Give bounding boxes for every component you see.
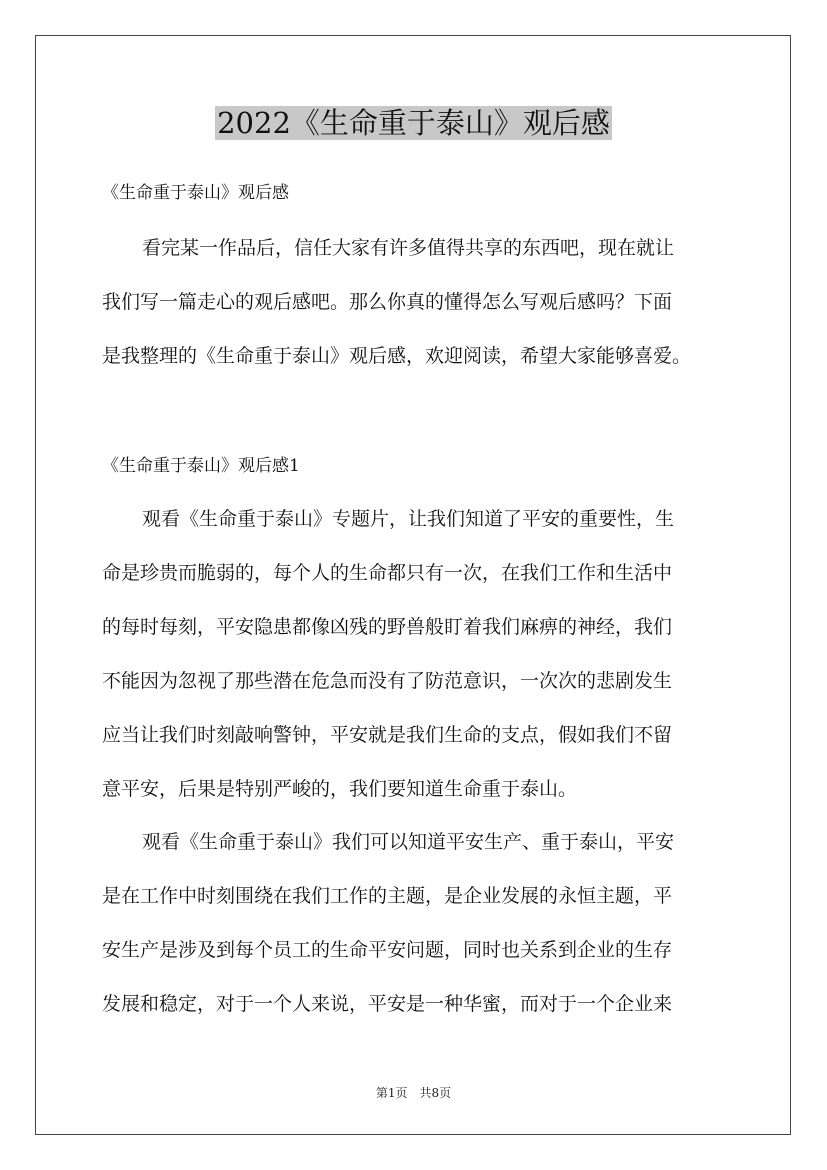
paragraph-line: 的每时每刻，平安隐患都像凶残的野兽般盯着我们麻痹的神经，我们 (102, 616, 673, 638)
paragraph-1 (102, 492, 742, 816)
page-footer: 第1页 共8页 (375, 1086, 452, 1100)
paragraph-line: 安生产是涉及到每个员工的生命平安问题，同时也关系到企业的生存 (102, 939, 673, 961)
paragraph-line: 意平安，后果是特别严峻的，我们要知道生命重于泰山。 (102, 778, 578, 800)
paragraph-line: 是在工作中时刻围绕在我们工作的主题，是企业发展的永恒主题，平 (102, 885, 673, 907)
intro-paragraph (102, 221, 742, 383)
paragraph-2 (102, 815, 742, 1031)
paragraph-line: 观看《生命重于泰山》我们可以知道平安生产、重于泰山，平安 (142, 831, 675, 853)
intro-heading: 《生命重于泰山》观后感 (102, 183, 289, 203)
paragraph-line: 命是珍贵而脆弱的，每个人的生命都只有一次，在我们工作和生活中 (102, 562, 673, 584)
paragraph-line: 是我整理的《生命重于泰山》观后感，欢迎阅读，希望大家能够喜爱。 (102, 345, 692, 367)
paragraph-line: 看完某一作品后，信任大家有许多值得共享的东西吧，现在就让 (142, 237, 675, 259)
paragraph-line: 应当让我们时刻敲响警钟，平安就是我们生命的支点，假如我们不留 (102, 724, 673, 746)
document-title (0, 103, 827, 143)
document-title-text: 2022《生命重于泰山》观后感 (217, 106, 610, 140)
paragraph-line: 发展和稳定，对于一个人来说，平安是一种华蜜，而对于一个企业来 (102, 993, 673, 1015)
paragraph-line: 不能因为忽视了那些潜在危急而没有了防范意识，一次次的悲剧发生 (102, 670, 673, 692)
paragraph-line: 观看《生命重于泰山》专题片，让我们知道了平安的重要性，生 (142, 508, 675, 530)
section-heading-1: 《生命重于泰山》观后感1 (102, 456, 300, 476)
paragraph-line: 我们写一篇走心的观后感吧。那么你真的懂得怎么写观后感吗？下面 (102, 291, 673, 313)
